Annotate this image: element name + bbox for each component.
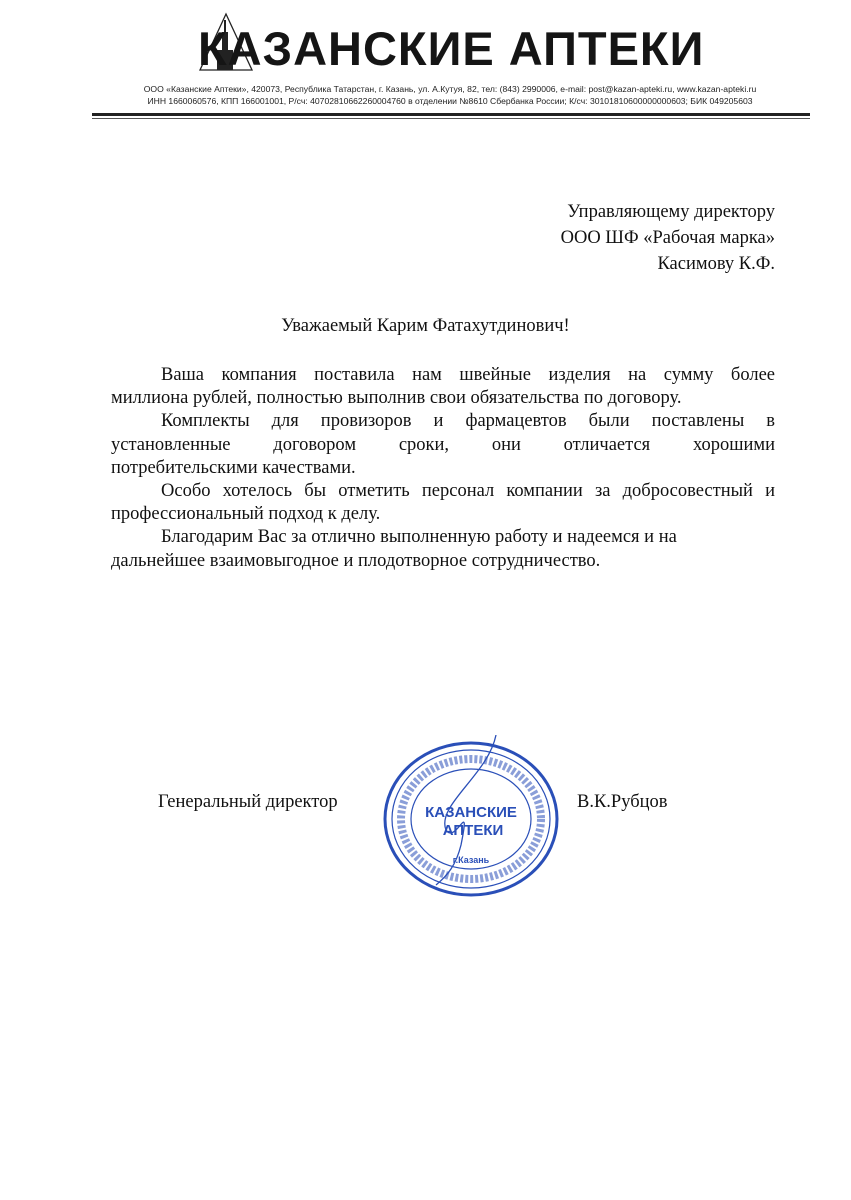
body-line: Благодарим Вас за отлично выполненную работу и надеемся и на bbox=[161, 527, 677, 548]
body-line: Особо хотелось бы отметить персонал компании за добросовестный и bbox=[161, 481, 775, 502]
recipient-line: Касимову К.Ф. bbox=[657, 254, 775, 274]
header-divider-thin bbox=[92, 118, 810, 119]
company-logo bbox=[198, 22, 705, 76]
stamp-logo-text: КАЗАНСКИЕ bbox=[425, 804, 517, 821]
logo-text: КАЗАНСКИЕ АПТЕКИ bbox=[198, 22, 705, 75]
body-line: Комплекты для провизоров и фармацевтов были поставлены в bbox=[161, 411, 775, 432]
body-line: Ваша компания поставила нам швейные изделия на сумму более bbox=[161, 365, 775, 385]
svg-text:АПТЕКИ: АПТЕКИ bbox=[442, 822, 504, 839]
company-stamp bbox=[376, 735, 566, 900]
signatory-name: В.К.Рубцов bbox=[577, 792, 668, 812]
stamp-city: г.Казань bbox=[452, 855, 490, 865]
requisites-line-2: ИНН 1660060576, КПП 166001001, Р/сч: 40702810662260004760 в отделении №8610 Сбербанка России; К/сч: 30101810600000000603; БИК 049205603 bbox=[147, 96, 753, 106]
recipient-line: ООО ШФ «Рабочая марка» bbox=[560, 228, 775, 248]
signatory-position: Генеральный директор bbox=[158, 792, 338, 812]
body-line: профессиональный подход к делу. bbox=[111, 504, 381, 525]
requisites-line-1: ООО «Казанские Аптеки», 420073, Республика Татарстан, г. Казань, ул. А.Кутуя, 82, тел: (843) 2990006, e-mail: post@kazan-apteki.ru, www.kazan-apteki.ru bbox=[143, 84, 757, 94]
header-divider bbox=[92, 113, 810, 116]
letter-body bbox=[111, 364, 775, 573]
body-line: миллиона рублей, полностью выполнив свои обязательства по договору. bbox=[111, 388, 682, 409]
recipient-line: Управляющему директору bbox=[567, 202, 775, 222]
body-line: потребительскими качествами. bbox=[111, 457, 356, 478]
body-line: установленные договором сроки, они отличается хорошими bbox=[111, 434, 775, 455]
body-line: дальнейшее взаимовыгодное и плодотворное сотрудничество. bbox=[111, 550, 601, 571]
greeting: Уважаемый Карим Фатахутдинович! bbox=[281, 316, 570, 336]
